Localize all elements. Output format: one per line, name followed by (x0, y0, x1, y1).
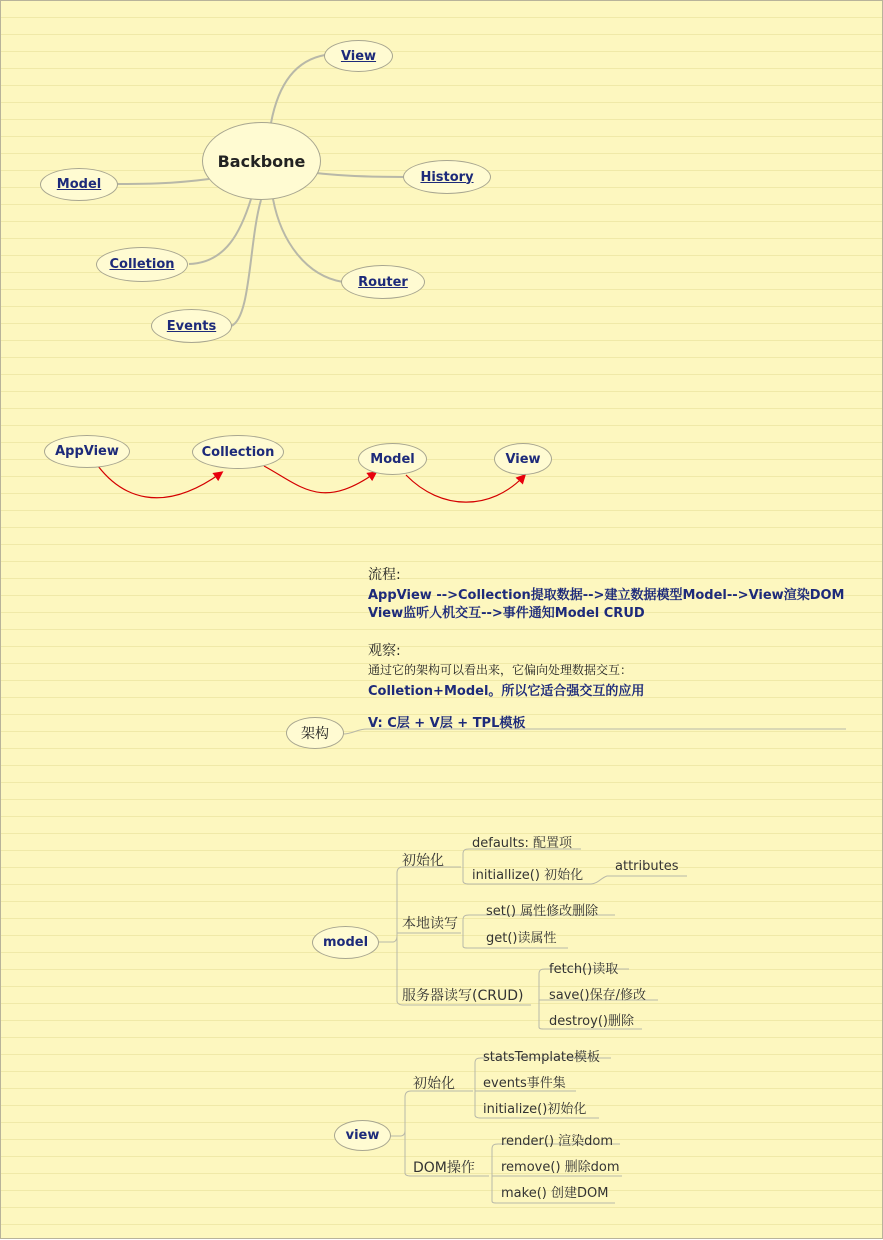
process-line-2: View监听人机交互-->事件通知Model CRUD (368, 606, 645, 621)
arch-node-label: 架构 (301, 726, 329, 742)
flow-node-collection[interactable] (192, 435, 284, 469)
view-render-item: render() 渲染dom (501, 1134, 614, 1149)
router-link-node[interactable] (341, 265, 425, 299)
flow-node-appview-label: AppView (55, 444, 119, 459)
model-set-item: set() 属性修改删除 (486, 904, 599, 919)
view-stats-item: statsTemplate模板 (483, 1050, 601, 1065)
model-tree-root[interactable] (312, 926, 379, 959)
backbone-root-node[interactable] (202, 122, 321, 200)
model-fetch-item: fetch()读取 (549, 962, 619, 977)
view-tree-root-label: view (345, 1128, 380, 1143)
model-get-item: get()读属性 (486, 931, 557, 946)
model-initialize-item: initiallize() 初始化 (472, 868, 584, 883)
backbone-root-label: Backbone (217, 151, 306, 171)
observe-line-1: 通过它的架构可以看出来，它偏向处理数据交互： (368, 663, 633, 677)
observe-line-2: Colletion+Model。所以它适合强交互的应用 (368, 684, 645, 699)
colletion-link-node[interactable] (96, 247, 188, 282)
flow-node-model-label: Model (370, 451, 415, 467)
flow-arrows (98, 466, 524, 502)
flow-node-collection-label: Collection (201, 444, 275, 460)
model-defaults-item: defaults: 配置项 (472, 836, 573, 851)
model-destroy-item: destroy()删除 (549, 1014, 634, 1029)
view-initialize-item: initialize()初始化 (483, 1102, 587, 1117)
events-link-node[interactable] (151, 309, 232, 343)
router-link[interactable]: Router (358, 274, 408, 290)
observe-title: 观察: (368, 643, 401, 659)
view-make-item: make() 创建DOM (501, 1186, 609, 1201)
model-server-label: 服务器读写(CRUD) (402, 988, 524, 1004)
model-init-label: 初始化 (402, 853, 444, 869)
flow-node-appview[interactable] (44, 435, 130, 468)
model-save-item: save()保存/修改 (549, 988, 646, 1003)
model-attributes-item: attributes (615, 859, 679, 874)
arch-text: V: C层 + V层 + TPL模板 (368, 716, 526, 731)
view-tree-root[interactable] (334, 1120, 391, 1151)
view-init-label: 初始化 (413, 1076, 455, 1092)
model-local-label: 本地读写 (402, 916, 458, 932)
history-link[interactable]: History (420, 169, 474, 185)
view-link-node[interactable] (324, 40, 393, 72)
model-link[interactable]: Model (56, 177, 102, 192)
view-remove-item: remove() 删除dom (501, 1160, 620, 1175)
view-dom-label: DOM操作 (413, 1160, 475, 1176)
flow-node-model[interactable] (358, 443, 427, 475)
view-events-item: events事件集 (483, 1076, 566, 1091)
process-title: 流程: (368, 567, 401, 583)
colletion-link[interactable]: Colletion (109, 257, 175, 272)
arch-node[interactable] (286, 717, 344, 749)
view-link[interactable]: View (340, 48, 377, 64)
flow-node-view-label: View (505, 451, 541, 467)
history-link-node[interactable] (403, 160, 491, 194)
flow-node-view[interactable] (494, 443, 552, 475)
model-tree-root-label: model (322, 935, 369, 950)
events-link[interactable]: Events (166, 318, 217, 334)
model-link-node[interactable] (40, 168, 118, 201)
process-line-1: AppView -->Collection提取数据-->建立数据模型Model-->View渲染DOM (368, 588, 845, 603)
